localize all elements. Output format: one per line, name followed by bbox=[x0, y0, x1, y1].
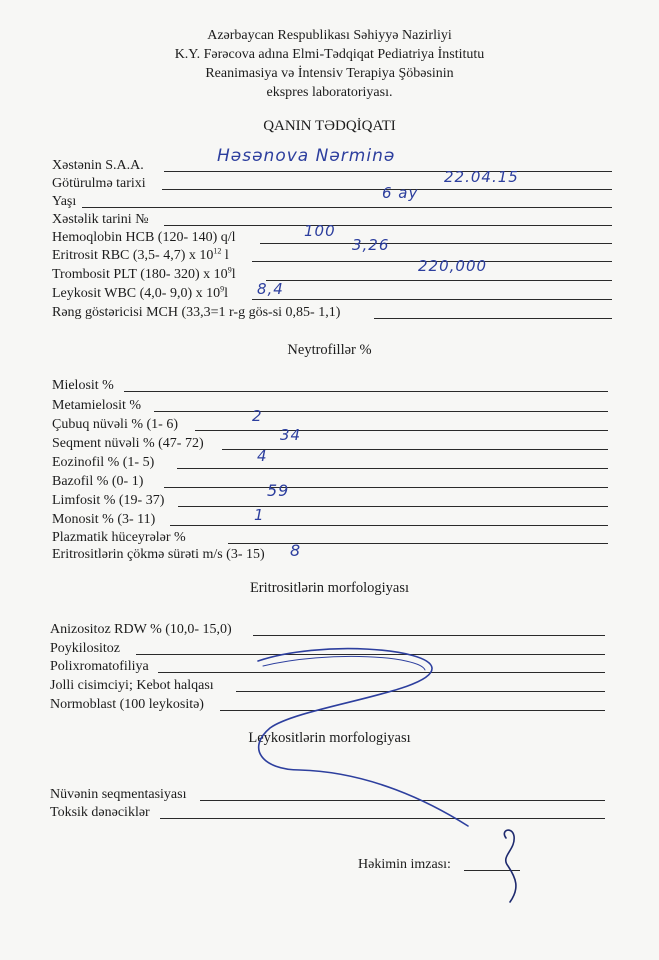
age-value: 6 ay bbox=[382, 184, 419, 202]
esr-value: 8 bbox=[290, 541, 302, 560]
poikilocytosis-label: Poykilositoz bbox=[50, 641, 121, 656]
rbc-value: 3,26 bbox=[352, 236, 390, 254]
ministry-name: Azərbaycan Respublikası Səhiyyə Nazirliyi bbox=[207, 28, 452, 43]
plasma-cells-label: Plazmatik hüceyrələr % bbox=[52, 530, 186, 545]
band-value: 2 bbox=[252, 407, 263, 425]
age-label: Yaşı bbox=[52, 194, 77, 209]
myelocyte-label: Mielosit % bbox=[52, 378, 114, 393]
rdw-label: Anizositoz RDW % (10,0- 15,0) bbox=[50, 622, 232, 637]
signature-label: Həkimin imzası: bbox=[358, 857, 451, 872]
jolly-bodies-label: Jolli cisimciyi; Kebot halqası bbox=[50, 678, 214, 693]
platelet-label: Trombosit PLT (180- 320) x $10^9l$ bbox=[52, 265, 236, 282]
nuclear-segmentation-label: Nüvənin seqmentasiyası bbox=[50, 787, 187, 802]
normoblast-label: Normoblast (100 leykositə) bbox=[50, 697, 204, 712]
hemoglobin-value: 100 bbox=[304, 222, 336, 240]
segmented-value: 34 bbox=[280, 426, 302, 444]
segmented-label: Seqment nüvəli % (47- 72) bbox=[52, 436, 204, 451]
lymphocyte-label: Limfosit % (19- 37) bbox=[52, 493, 165, 508]
metamyelocyte-label: Metamielosit % bbox=[52, 398, 142, 413]
patient-name-value: Həsənova Nərminə bbox=[217, 146, 396, 166]
wbc-label: Leykosit WBC (4,0- 9,0) x $10^9l$ bbox=[52, 284, 229, 301]
monocyte-value: 1 bbox=[254, 506, 265, 524]
sample-date-label: Götürulmə tarixi bbox=[52, 176, 146, 191]
hemoglobin-label: Hemoqlobin HCB (120- 140) q/l bbox=[52, 230, 236, 245]
wbc-value: 8,4 bbox=[257, 280, 284, 298]
polychromatophilia-label: Polixromatofiliya bbox=[50, 659, 149, 674]
monocyte-label: Monosit % (3- 11) bbox=[52, 512, 156, 527]
lymphocyte-value: 59 bbox=[267, 481, 290, 500]
eosinophil-value: 4 bbox=[257, 447, 268, 465]
eosinophil-label: Eozinofil % (1- 5) bbox=[52, 455, 155, 470]
esr-label: Eritrositlərin çökmə sürəti m/s (3- 15) bbox=[52, 547, 265, 562]
neutrophils-heading: Neytrofillər % bbox=[287, 342, 372, 358]
sample-date-value: 22.04.15 bbox=[444, 168, 519, 186]
erythrocyte-morphology-heading: Eritrositlərin morfologiyası bbox=[249, 580, 410, 596]
basophil-label: Bazofil % (0- 1) bbox=[52, 474, 144, 489]
lab-name: ekspres laboratoriyası. bbox=[266, 85, 393, 100]
rbc-label: Eritrosit RBC (3,5- 4,7) x $10^{12}$ l bbox=[52, 246, 229, 263]
department-name: Reanimasiya və İntensiv Terapiya Şöbəsinin bbox=[205, 66, 454, 81]
platelet-value: 220,000 bbox=[418, 257, 488, 275]
institute-name: K.Y. Fərəcova adına Elmi-Tədqiqat Pediatriya İnstitutu bbox=[174, 47, 485, 62]
patient-name-label: Xəstənin S.A.A. bbox=[52, 158, 144, 173]
leukocyte-morphology-heading: Leykositlərin morfologiyası bbox=[248, 730, 411, 746]
mch-label: Rəng göstəricisi MCH (33,3=1 r-g gös-si 0,85- 1,1) bbox=[52, 305, 341, 320]
form-title: QANIN TƏDQİQATI bbox=[263, 118, 396, 134]
history-number-label: Xəstəlik tarini № bbox=[52, 212, 149, 227]
toxic-granules-label: Toksik dənəciklər bbox=[50, 805, 150, 820]
band-label: Çubuq nüvəli % (1- 6) bbox=[52, 417, 178, 432]
